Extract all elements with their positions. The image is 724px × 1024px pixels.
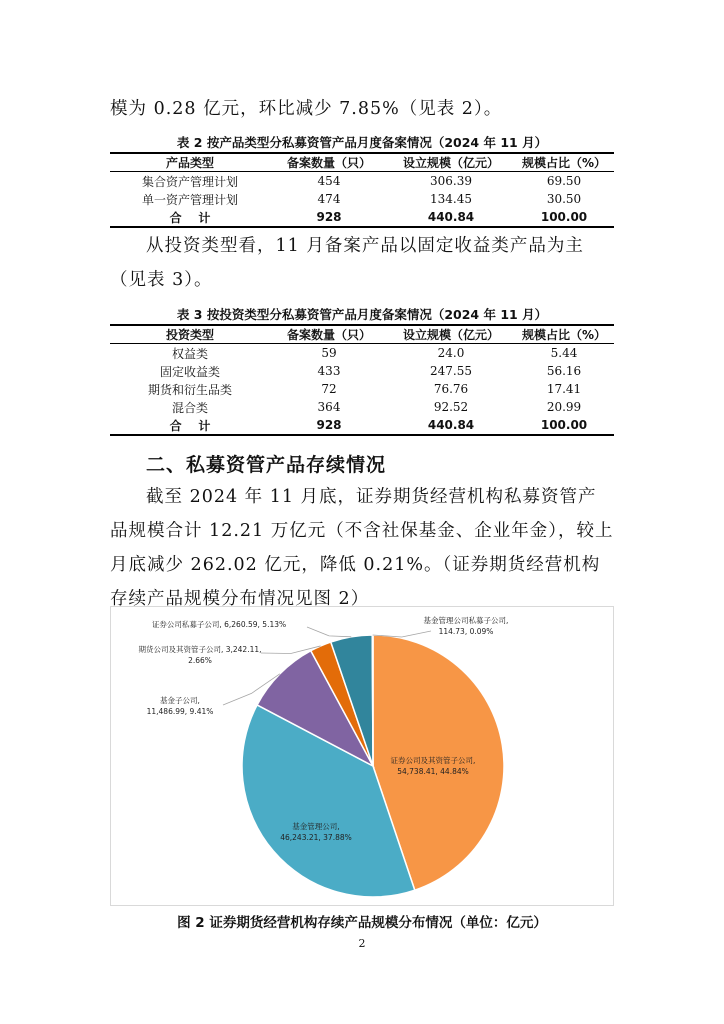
table-cell: 56.16 [546, 364, 582, 378]
table-cell: 69.50 [546, 174, 582, 188]
table2-header-cell: 规模占比（%） [514, 153, 614, 172]
table-cell: 454 [317, 174, 341, 188]
paragraph-investment-type: 从投资类型看，11 月备案产品以固定收益类产品为主（见表 3）。 [110, 236, 584, 290]
table-cell: 100.00 [514, 208, 614, 227]
table2-header-cell: 设立规模（亿元） [388, 153, 514, 172]
table-cell: 期货和衍生品类 [147, 382, 232, 397]
table3-header-cell: 规模占比（%） [514, 325, 614, 344]
table-cell: 440.84 [388, 416, 514, 435]
section-heading: 二、私募资管产品存续情况 [146, 454, 387, 476]
table-cell: 混合类 [171, 400, 208, 415]
table-cell: 474 [317, 192, 341, 206]
table-cell: 59 [321, 346, 337, 360]
table-cell: 92.52 [433, 400, 469, 414]
pie-label-futures: 期货公司及其资管子公司, 3,242.11, 2.66% [138, 645, 262, 665]
table-cell: 433 [317, 364, 341, 378]
table3-header-cell: 设立规模（亿元） [388, 325, 514, 344]
figure-caption: 图 2 证券期货经营机构存续产品规模分布情况（单位：亿元） [177, 915, 547, 931]
page-number: 2 [358, 937, 366, 950]
intro-line: 模为 0.28 亿元，环比减少 7.85%（见表 2）。 [110, 99, 503, 119]
table3-header-row [110, 325, 614, 344]
table-cell: 30.50 [546, 192, 582, 206]
table-cell: 76.76 [433, 382, 469, 396]
table-total-row [110, 416, 614, 435]
table-cell: 17.41 [546, 382, 582, 396]
table-row [110, 380, 614, 398]
pie-label-fund-manager: 基金管理公司, 46,243.21, 37.88% [280, 822, 352, 842]
table2-header-cell: 产品类型 [110, 153, 270, 172]
table2-header-cell: 备案数量（只） [270, 153, 388, 172]
table-cell: 72 [321, 382, 337, 396]
table-row [110, 362, 614, 380]
paragraph-scale: 截至 2024 年 11 月底，证券期货经营机构私募资管产品规模合计 12.21 万亿元（不含社保基金、企业年金），较上月底减少 262.02 亿元，降低 0.21%。（证券期货经营机构存续产品规模分布情况见图 2） [110, 487, 614, 609]
table-total-row [110, 208, 614, 227]
table-cell: 20.99 [546, 400, 582, 414]
table-cell: 权益类 [171, 346, 208, 361]
table-cell: 306.39 [430, 174, 472, 188]
table-row [110, 190, 614, 208]
table-cell: 24.0 [437, 346, 465, 360]
table3-header-cell: 投资类型 [110, 325, 270, 344]
table-cell: 集合资产管理计划 [141, 174, 238, 189]
table-cell: 247.55 [430, 364, 472, 378]
table-cell: 固定收益类 [159, 364, 220, 379]
table2-caption: 表 2 按产品类型分私募资管产品月度备案情况（2024 年 11 月） [176, 135, 548, 150]
table-cell: 合 计 [110, 416, 270, 435]
pie-chart-frame [110, 606, 614, 906]
table2 [110, 152, 614, 228]
pie-label-securities-pe: 证券公司私募子公司, 6,260.59, 5.13% [151, 620, 287, 629]
table-row [110, 344, 614, 363]
table-cell: 合 计 [110, 208, 270, 227]
table3-caption: 表 3 按投资类型分私募资管产品月度备案情况（2024 年 11 月） [176, 307, 548, 322]
table3-header-cell: 备案数量（只） [270, 325, 388, 344]
table-row [110, 172, 614, 191]
table-cell: 5.44 [550, 346, 578, 360]
table-row [110, 398, 614, 416]
table-cell: 364 [317, 400, 341, 414]
table-cell: 440.84 [388, 208, 514, 227]
table-cell: 928 [270, 208, 388, 227]
pie-label-fund-subsidiary: 基金子公司, 11,486.99, 9.41% [146, 696, 214, 716]
pie-label-fund-pe: 基金管理公司私募子公司, 114.73, 0.09% [423, 616, 509, 636]
pie-label-securities: 证券公司及其资管子公司, 54,738.41, 44.84% [390, 756, 476, 776]
table2-header-row [110, 153, 614, 172]
table-cell: 单一资产管理计划 [141, 192, 238, 207]
table-cell: 134.45 [430, 192, 472, 206]
table-cell: 928 [270, 416, 388, 435]
table3 [110, 324, 614, 436]
pie-slice [372, 635, 373, 766]
table-cell: 100.00 [514, 416, 614, 435]
